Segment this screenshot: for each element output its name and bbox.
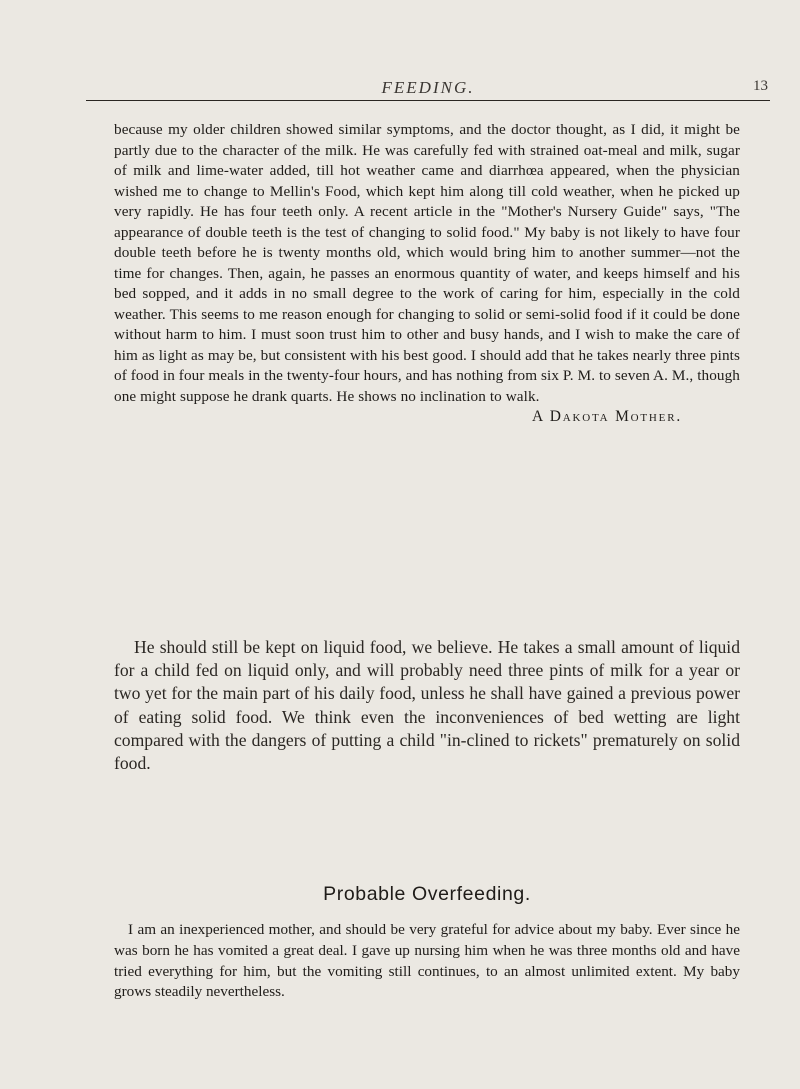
page-number: 13 bbox=[753, 78, 768, 94]
letter-signature: A Dakota Mother. bbox=[531, 408, 682, 425]
second-letter bbox=[114, 920, 740, 1003]
running-title: FEEDING. bbox=[381, 78, 475, 97]
running-head bbox=[86, 78, 770, 101]
second-letter-paragraph: I am an inexperienced mother, and should be very grateful for advice about my baby. Ever since he was born he has vomited a great deal. I gave up nursing him when he was three months old and have tried everything for him, but the vomiting still continues, to an almost unlimited extent. My baby grows steadily nevertheless. bbox=[114, 921, 740, 1001]
letter-paragraph: because my older children showed similar symptoms, and the doctor thought, as I did, it might be partly due to the character of the milk. He was carefully fed with strained oat-meal and milk, sugar of milk and lime-water added, till hot weather came and diarrhœa appeared, when the physician wished me to change to Mellin's Food, which kept him along till cold weather, when he picked up very rapidly. He has four teeth only. A recent article in the "Mother's Nursery Guide" says, "The appearance of double teeth is the test of changing to solid food." My baby is not likely to have four double teeth before he is twenty months old, which would bring him to another summer—not the time for changes. Then, again, he passes an enormous quantity of water, and keeps himself and his bed sopped, and it adds in no small degree to the work of caring for him, especially in the cold weather. This seems to me reason enough for changing to solid or semi-solid food if it could be done without harm to him. I must soon trust him to other and busy hands, and I wish to make the care of him as light as may be, but consistent with his best good. I should add that he takes nearly three pints of food in four meals in the twenty-four hours, and has nothing from six P. M. to seven A. M., though one might suppose he drank quarts. He shows no inclination to walk. bbox=[114, 121, 740, 405]
section-heading: Probable Overfeeding. bbox=[323, 883, 531, 905]
editorial-reply bbox=[114, 636, 740, 775]
reader-letter bbox=[114, 120, 740, 428]
editorial-paragraph: He should still be kept on liquid food, we believe. He takes a small amount of liquid for a child fed on liquid only, and will probably need three pints of milk for a year or two yet for the main part of his daily food, unless he shall have gained a previous power of eating solid food. We think even the inconveniences of bed wetting are light compared with the dangers of putting a child "in-clined to rickets" prematurely on solid food. bbox=[114, 637, 740, 774]
